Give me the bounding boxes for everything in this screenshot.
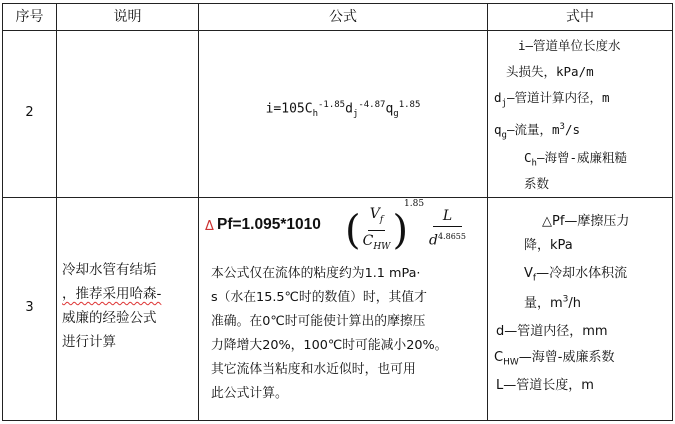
row3-term-pf-cont: 降，kPa	[524, 238, 573, 253]
formula-length-fraction: $\frac{L}{d^{4.8655}}$	[429, 208, 466, 249]
formula-exponent: 1.85	[404, 199, 425, 209]
header-desc: 说明	[113, 9, 142, 25]
row3-desc: 冷却水管有结垢 ，推荐采用哈森- 威廉的经验公式 进行计算	[62, 262, 162, 350]
table-col-divider-2	[198, 3, 199, 421]
row2-term-i-cont: 头损失，kPa/m	[506, 64, 594, 79]
table-border-bottom	[2, 420, 673, 421]
row2-term-ch-cont: 系数	[524, 176, 550, 191]
row3-note: 本公式仅在流体的粘度约为1.1 mPa· s（水在15.5℃时的数值）时，其值才 准确。在0℃时可能使计算出的摩擦压 力降增大20%，100℃时可能减小20%。 其它流体当粘度和水近似时，也可用 此公式计算。	[211, 266, 448, 401]
row3-term-l: L—管道长度，m	[496, 378, 594, 393]
row2-term-i: i—管道单位长度水	[518, 38, 621, 53]
table-border-right	[672, 3, 673, 421]
table-col-divider-3	[487, 3, 488, 421]
row3-term-d: d—管道内径，mm	[496, 324, 608, 339]
row2-formula: $i=105C_h^{-1.85}d_j^{-4.87}q_g^{1.85}$	[265, 100, 421, 119]
table-border-top	[2, 3, 673, 4]
row3-term-vf: $V_f—$冷却水体积流	[524, 266, 628, 284]
row3-seq: 3	[25, 300, 34, 315]
row2-term-qg: $q_g—$流量，$m^3/s$	[494, 121, 580, 141]
row2-seq: 2	[25, 105, 34, 120]
row2-term-ch: $C_h—$海曾-威廉粗糙	[524, 150, 628, 169]
row2-term-dj: $d_j—$管道计算内径，m	[494, 90, 610, 109]
formula-fraction-block: ( $\frac{V_f}{C_{HW}}$ )	[345, 206, 409, 254]
table-row-divider	[2, 197, 673, 198]
row3-term-vf-cont: 量，$m^3/h$	[524, 294, 582, 311]
table-border-left	[2, 3, 3, 421]
header-formula: 公式	[329, 9, 357, 25]
row3-term-chw: $C_{HW}—$海曾-威廉系数	[494, 350, 615, 368]
table-header-divider	[2, 30, 673, 31]
row3-term-pf: △Pf—摩擦压力	[542, 214, 630, 229]
header-seq: 序号	[15, 9, 44, 25]
delta-symbol: Δ	[205, 219, 214, 234]
row3-formula	[205, 200, 485, 256]
header-terms: 式中	[566, 9, 594, 25]
table-col-divider-1	[56, 3, 57, 421]
formula-main: Pf=1.095*1010	[217, 216, 321, 233]
